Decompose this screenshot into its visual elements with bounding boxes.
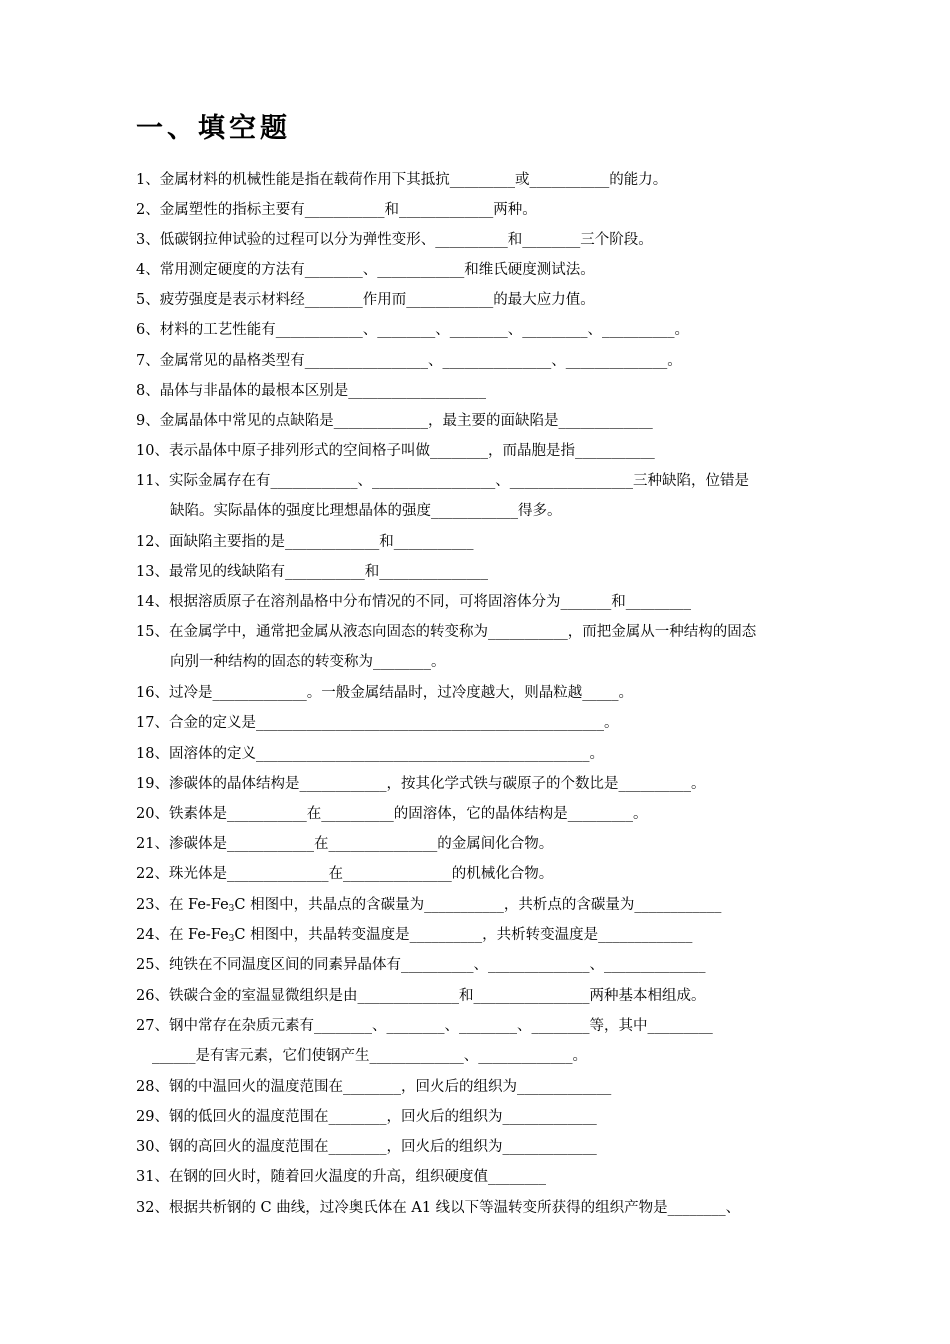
question-16: 16、过冷是_____________。一般金属结晶时，过冷度越大，则晶粒越_____。 (136, 685, 633, 701)
question-15: 15、在金属学中，通常把金属从液态向固态的转变称为___________，而把金属从一种结构的固态 向别一种结构的固态的转变称为________。 (136, 622, 860, 672)
question-17: 17、合金的定义是________________________________________________。 (136, 715, 619, 731)
question-20: 20、铁素体是___________在__________的固溶体，它的晶体结构是_________。 (136, 806, 648, 822)
question-2: 2、金属塑性的指标主要有___________和_____________两种。 (136, 202, 537, 218)
question-1: 1、金属材料的机械性能是指在载荷作用下其抵抗_________或___________的能力。 (136, 172, 668, 188)
section-title: 一、填空题 (136, 113, 291, 144)
question-18: 18、固溶体的定义______________________________________________。 (136, 746, 604, 762)
question-29: 29、钢的低回火的温度范围在________，回火后的组织为_____________ (136, 1109, 597, 1125)
question-22: 22、珠光体是______________在_______________的机械化合物。 (136, 866, 554, 882)
question-7: 7、金属常见的晶格类型有_________________、_______________、______________。 (136, 353, 682, 369)
question-31: 31、在钢的回火时，随着回火温度的升高，组织硬度值________ (136, 1169, 546, 1185)
question-28: 28、钢的中温回火的温度范围在________，回火后的组织为_____________ (136, 1079, 612, 1095)
question-10: 10、表示晶体中原子排列形式的空间格子叫做________，而晶胞是指___________ (136, 443, 655, 459)
question-27-continuation: ______是有害元素，它们使钢产生_____________、_____________。 (152, 1048, 587, 1064)
question-30: 30、钢的高回火的温度范围在________，回火后的组织为_____________ (136, 1139, 597, 1155)
question-24: 24、在 $Fe-Fe_3C$ 相图中，共晶转变温度是__________，共析转变温度是_____________ (136, 927, 693, 944)
question-8: 8、晶体与非晶体的最根本区别是___________________ (136, 383, 486, 399)
question-19: 19、渗碳体的晶体结构是____________，按其化学式铁与碳原子的个数比是__________。 (136, 776, 706, 792)
question-5: 5、疲劳强度是表示材料经________作用而____________的最大应力值。 (136, 292, 595, 308)
question-4: 4、常用测定硬度的方法有________、____________和维氏硬度测试法。 (136, 262, 595, 278)
question-6: 6、材料的工艺性能有____________、________、________、_________、__________。 (136, 322, 689, 338)
question-23: 23、在 $Fe-Fe_3C$ 相图中，共晶点的含碳量为___________，共析点的含碳量为____________ (136, 897, 722, 914)
question-14: 14、根据溶质原子在溶剂晶格中分布情况的不同，可将固溶体分为_______和_________ (136, 594, 691, 610)
question-12: 12、面缺陷主要指的是_____________和___________ (136, 534, 474, 550)
question-27: 27、钢中常存在杂质元素有________、________、________、________等，其中_________ ______是有害元素，它们使钢产生_____________、_____________。 (136, 1016, 860, 1066)
question-26: 26、铁碳合金的室温显微组织是由______________和________________两种基本相组成。 (136, 988, 706, 1004)
question-9: 9、金属晶体中常见的点缺陷是_____________，最主要的面缺陷是_____________ (136, 413, 653, 429)
question-13: 13、最常见的线缺陷有___________和_______________ (136, 564, 488, 580)
question-11: 11、实际金属存在有____________、_________________、_________________三种缺陷，位错是 缺陷。实际晶体的强度比理想晶体的强度____________得多。 (136, 471, 860, 521)
question-25: 25、纯铁在不同温度区间的同素异晶体有__________、______________、______________ (136, 957, 706, 973)
question-32: 32、根据共析钢的 C 曲线，过冷奥氏体在 A1 线以下等温转变所获得的组织产物是________、 (136, 1200, 741, 1216)
question-3: 3、低碳钢拉伸试验的过程可以分为弹性变形、__________和________三个阶段。 (136, 232, 653, 248)
question-11-continuation: 缺陷。实际晶体的强度比理想晶体的强度____________得多。 (170, 503, 562, 519)
question-21: 21、渗碳体是____________在_______________的金属间化合物。 (136, 836, 554, 852)
question-15-continuation: 向别一种结构的固态的转变称为________。 (170, 654, 446, 670)
